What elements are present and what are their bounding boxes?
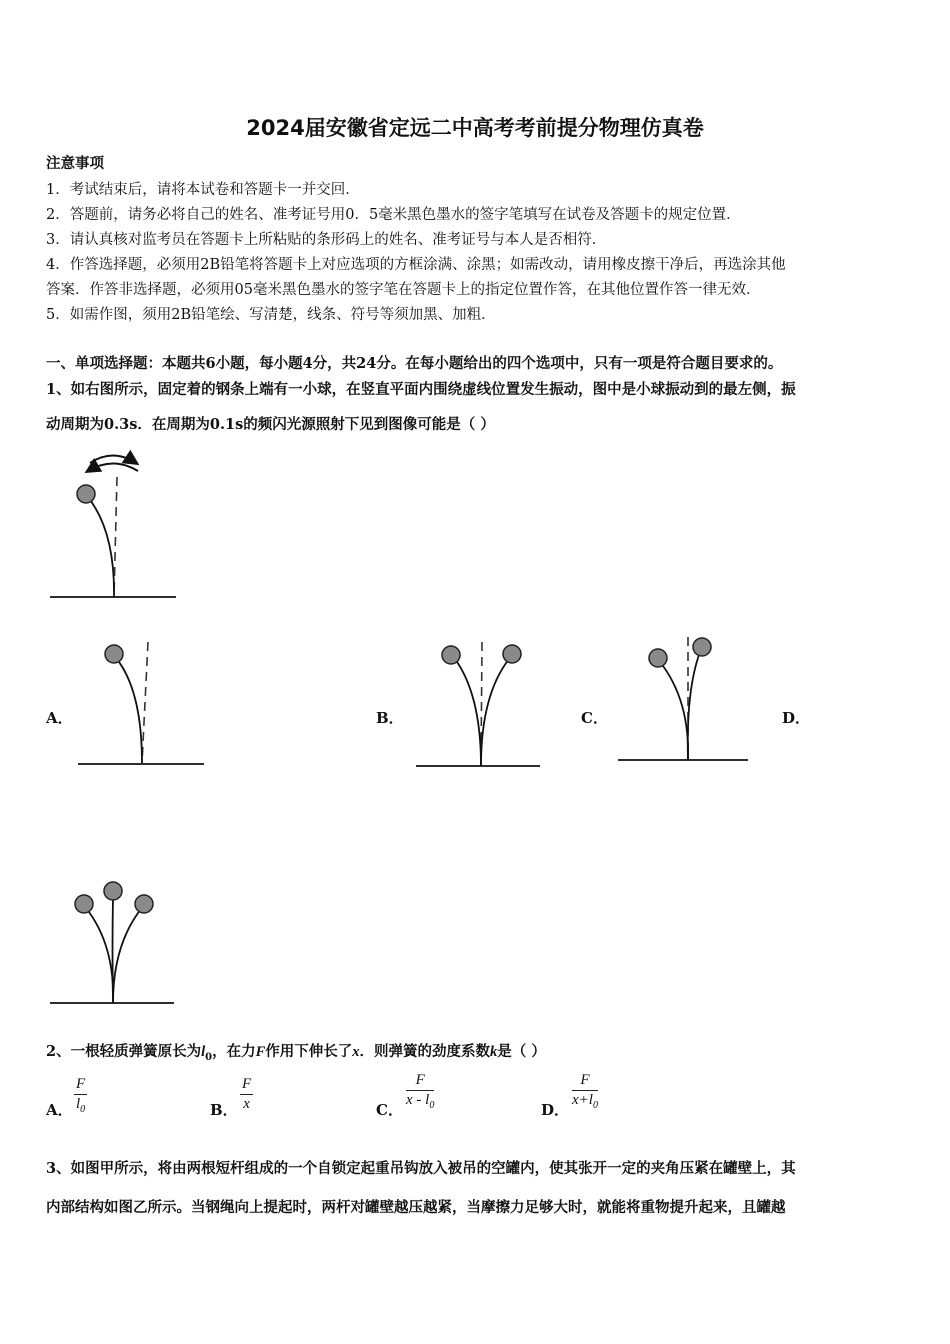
option-b-label[interactable]: B． (376, 709, 404, 727)
q2-option-d-fraction: $\frac{F}{x+l_0}$ (572, 1072, 598, 1111)
notice-item: 2．答题前，请务必将自己的姓名、准考证号用0．5毫米黑色墨水的签字笔填写在试卷及答题卡的规定位置． (46, 207, 741, 223)
section-heading: 一、单项选择题：本题共6小题，每小题4分，共24分。在每小题给出的四个选项中，只有一项是符合题目要求的。 (46, 355, 783, 372)
ball (75, 895, 93, 913)
oscillation-arrow-icon (88, 464, 138, 472)
q2-option-b-label[interactable]: B． (210, 1101, 238, 1119)
option-c-label[interactable]: C． (581, 709, 608, 727)
notice-item: 4．作答选择题，必须用2B铅笔将答题卡上对应选项的方框涂满、涂黑；如需改动，请用橡皮擦干净后，再选涂其他 (46, 257, 786, 273)
ball (649, 649, 667, 667)
oscillation-arrow-icon (90, 456, 136, 464)
page-title: 2024届安徽省定远二中高考考前提分物理仿真卷 (246, 116, 704, 140)
option-d-figure (50, 882, 174, 1003)
q2-option-c-label[interactable]: C． (376, 1101, 403, 1119)
q2-option-c-fraction: $\frac{F}{x - l_0}$ (406, 1072, 435, 1111)
option-a-label[interactable]: A． (46, 709, 73, 727)
q2-option-a-fraction: $\frac{F}{l_0}$ (76, 1076, 86, 1115)
ball (77, 485, 95, 503)
steel-strip (87, 496, 114, 597)
q2-option-a-label[interactable]: A． (46, 1101, 73, 1119)
q2-option-b-fraction: $\frac{F}{x}$ (242, 1076, 252, 1112)
option-b-figure (416, 642, 540, 766)
main-figure (50, 456, 176, 598)
ball (503, 645, 521, 663)
option-a-figure (78, 642, 204, 764)
notice-heading: 注意事项 (46, 155, 104, 172)
notice-item: 1．考试结束后，请将本试卷和答题卡一并交回． (46, 182, 360, 198)
question-3-text: 内部结构如图乙所示。当钢绳向上提起时，两杆对罐壁越压越紧，当摩擦力足够大时，就能将重物提升起来，且罐越 (46, 1199, 786, 1216)
option-c-figure (618, 637, 748, 760)
question-3-text: 3、如图甲所示，将由两根短杆组成的一个自锁定起重吊钩放入被吊的空罐内，使其张开一定的夹角压紧在罐壁上，其 (46, 1160, 796, 1177)
ball (105, 645, 123, 663)
notice-item: 答案．作答非选择题，必须用05毫米黑色墨水的签字笔在答题卡上的指定位置作答，在其他位置作答一律无效． (46, 282, 761, 298)
ball (693, 638, 711, 656)
ball (442, 646, 460, 664)
option-d-label[interactable]: D． (782, 709, 811, 727)
question-2-text: 2、一根轻质弹簧原长为$l_0$，在力F作用下伸长了x．则弹簧的劲度系数k是（ ） (46, 1043, 546, 1063)
q2-option-d-label[interactable]: D． (541, 1101, 570, 1119)
question-1-text: 1、如右图所示，固定着的钢条上端有一小球，在竖直平面内围绕虚线位置发生振动，图中是小球振动到的最左侧，振 (46, 381, 796, 398)
question-1-text: 动周期为0.3s．在周期为0.1s的频闪光源照射下见到图像可能是（ ） (46, 416, 495, 433)
ball (135, 895, 153, 913)
ball (104, 882, 122, 900)
notice-item: 5．如需作图，须用2B铅笔绘、写清楚，线条、符号等须加黑、加粗． (46, 307, 496, 323)
notice-item: 3．请认真核对监考员在答题卡上所粘贴的条形码上的姓名、准考证号与本人是否相符． (46, 232, 607, 248)
